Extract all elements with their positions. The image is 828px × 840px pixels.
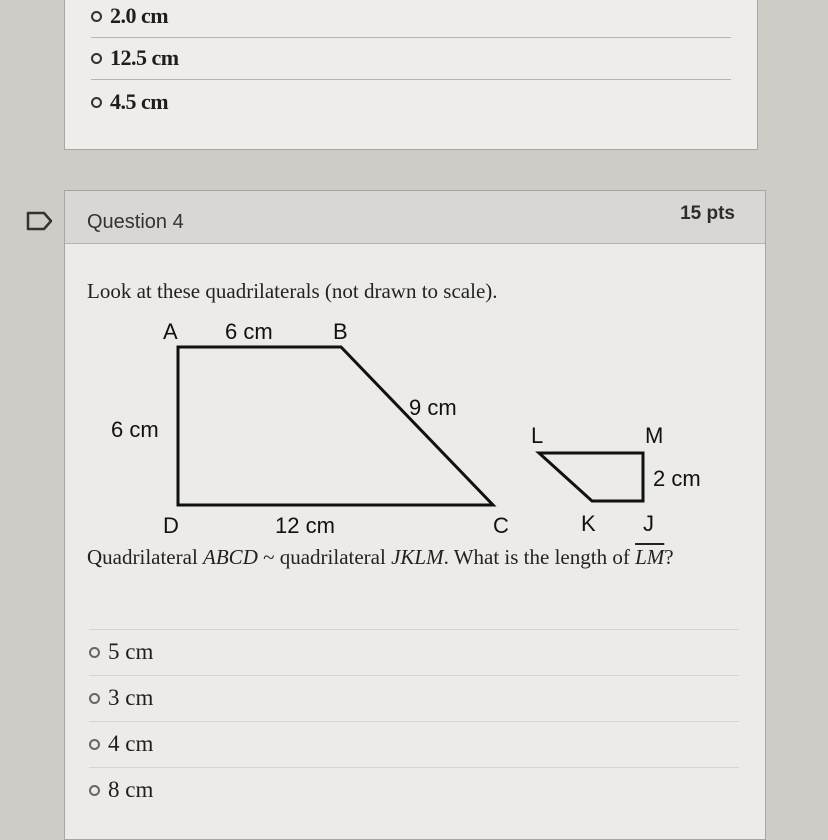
radio-icon[interactable] [91, 53, 102, 64]
label-ad: 6 cm [111, 417, 159, 442]
answer-option-4[interactable] [89, 767, 739, 812]
previous-option-label: 12.5 cm [110, 45, 179, 70]
answer-option-3[interactable] [89, 721, 739, 766]
quadrilateral-jklm [539, 453, 643, 501]
radio-icon[interactable] [91, 11, 102, 22]
vertex-c: C [493, 513, 509, 538]
question-title: Question 4 [87, 211, 184, 233]
question-text-part: ~ quadrilateral [257, 545, 392, 569]
quadrilateral-abcd [178, 347, 493, 505]
question-prompt: Look at these quadrilaterals (not drawn to scale). [87, 279, 498, 303]
vertex-j: J [643, 511, 654, 536]
flag-icon[interactable] [26, 210, 54, 232]
label-bc: 9 cm [409, 395, 457, 420]
answer-label: 3 cm [108, 685, 154, 710]
vertex-b: B [333, 319, 348, 344]
vertex-k: K [581, 511, 596, 536]
question-text [87, 541, 727, 573]
label-mj: 2 cm [653, 466, 701, 491]
answer-option-2[interactable] [89, 675, 739, 720]
radio-icon[interactable] [89, 693, 100, 704]
label-dc: 12 cm [275, 513, 335, 538]
radio-icon[interactable] [89, 647, 100, 658]
quadrilaterals-figure [65, 311, 767, 541]
vertex-l: L [531, 423, 544, 448]
question-header [65, 191, 765, 244]
radio-icon[interactable] [89, 739, 100, 750]
question-points: 15 pts [680, 203, 735, 224]
question-text-part: Quadrilateral [87, 545, 204, 569]
answer-label: 5 cm [108, 639, 154, 664]
previous-question-card [64, 0, 758, 150]
question-text-part: ? [664, 545, 674, 569]
radio-icon[interactable] [89, 785, 100, 796]
previous-option-label: 2.0 cm [110, 3, 169, 28]
question-card [64, 190, 766, 840]
vertex-m: M [645, 423, 664, 448]
quadrilateral-name-abcd: ABCD [203, 545, 258, 569]
previous-option-3[interactable] [91, 81, 731, 123]
label-ab: 6 cm [225, 319, 273, 344]
previous-option-label: 4.5 cm [110, 89, 169, 114]
previous-option-2[interactable] [91, 37, 731, 80]
answer-label: 4 cm [108, 731, 154, 756]
vertex-a: A [163, 319, 178, 344]
previous-option-1[interactable] [91, 0, 731, 38]
answer-option-1[interactable] [89, 629, 739, 674]
radio-icon[interactable] [91, 97, 102, 108]
segment-lm: $\overline{LM}$ [635, 545, 665, 569]
quadrilateral-name-jklm: JKLM [391, 545, 444, 569]
vertex-d: D [163, 513, 179, 538]
question-text-part: . What is the length of [443, 545, 636, 569]
answer-label: 8 cm [108, 777, 154, 802]
